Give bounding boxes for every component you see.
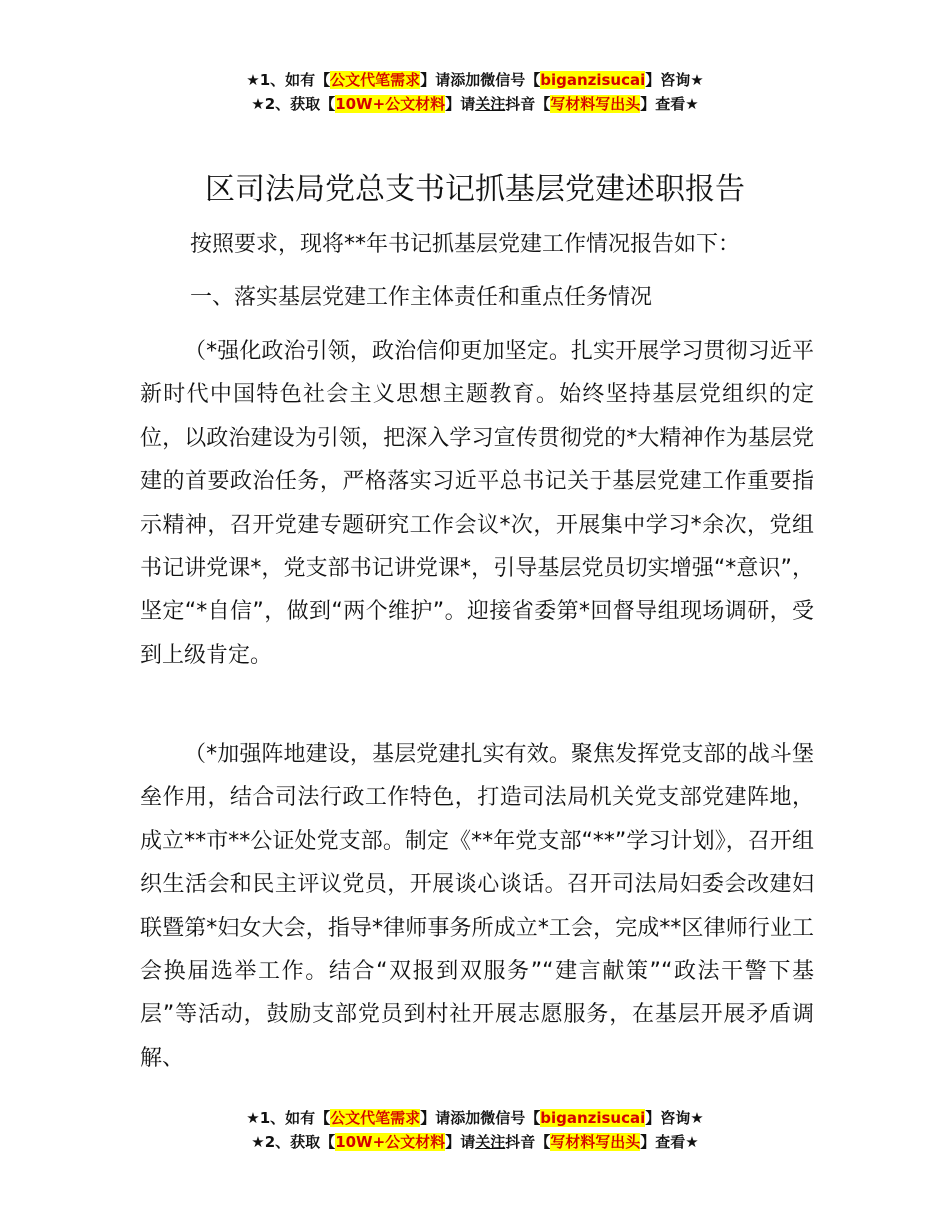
intro-paragraph: 按照要求，现将**年书记抓基层党建工作情况报告如下： <box>190 232 741 257</box>
banner-text: 】请 <box>445 1133 476 1151</box>
banner-text: ★1、如有【 <box>246 71 331 89</box>
banner-underline-text: 关注 <box>475 1133 506 1151</box>
banner-highlight: 10W+公文材料 <box>335 95 446 113</box>
banner-text: 抖音【 <box>505 95 551 113</box>
footer-banner <box>0 1106 950 1154</box>
banner-underline-text: 关注 <box>475 95 506 113</box>
paragraph-text: （*强化政治引领，政治信仰更加坚定。扎实开展学习贯彻习近平新时代中国特色社会主义思想主题教育。始终坚持基层党组织的定位，以政治建设为引领，把深入学习宣传贯彻党的*大精神作为基层党建的首要政治任务，严格落实习近平总书记关于基层党建工作重要指示精神，召开党建专题研究工作会议*次，开展集中学习*余次，党组书记讲党课*，党支部书记讲党课*，引导基层党员切实增强“*意识”，坚定“*自信”，做到“两个维护”。迎接省委第*回督导组现场调研，受到上级肯定。 <box>140 339 814 668</box>
banner-line-1 <box>0 68 950 92</box>
body-paragraph-1 <box>140 330 814 677</box>
document-title: 区司法局党总支书记抓基层党建述职报告 <box>205 172 745 207</box>
banner-text: 抖音【 <box>505 1133 551 1151</box>
banner-text: 】请添加微信号【 <box>420 71 541 89</box>
banner-text: ★1、如有【 <box>246 1109 331 1127</box>
banner-line-1 <box>0 1106 950 1130</box>
banner-text: 】咨询★ <box>645 71 704 89</box>
body-paragraph-2 <box>140 733 814 1080</box>
banner-highlight: biganzisucai <box>540 71 646 89</box>
banner-line-2 <box>0 1130 950 1154</box>
banner-text: 】查看★ <box>640 1133 699 1151</box>
banner-text: 】查看★ <box>640 95 699 113</box>
banner-line-2 <box>0 92 950 116</box>
banner-highlight: 公文代笔需求 <box>330 1109 421 1127</box>
banner-text: ★2、获取【 <box>251 1133 336 1151</box>
paragraph-text: （*加强阵地建设，基层党建扎实有效。聚焦发挥党支部的战斗堡垒作用，结合司法行政工作特色，打造司法局机关党支部党建阵地，成立**市**公证处党支部。制定《**年党支部“**”学习计划》，召开组织生活会和民主评议党员，开展谈心谈话。召开司法局妇委会改建妇联暨第*妇女大会，指导*律师事务所成立*工会，完成**区律师行业工会换届选举工作。结合“双报到双服务”“建言献策”“政法干警下基层”等活动，鼓励支部党员到村社开展志愿服务，在基层开展矛盾调解、 <box>140 742 815 1071</box>
banner-highlight: 写材料写出头 <box>550 95 641 113</box>
banner-text: 】请 <box>445 95 476 113</box>
banner-highlight: 10W+公文材料 <box>335 1133 446 1151</box>
banner-highlight: 写材料写出头 <box>550 1133 641 1151</box>
banner-text: 】咨询★ <box>645 1109 704 1127</box>
section-heading-1: 一、落实基层党建工作主体责任和重点任务情况 <box>190 285 653 310</box>
banner-highlight: 公文代笔需求 <box>330 71 421 89</box>
header-banner <box>0 68 950 116</box>
banner-text: ★2、获取【 <box>251 95 336 113</box>
banner-text: 】请添加微信号【 <box>420 1109 541 1127</box>
banner-highlight: biganzisucai <box>540 1109 646 1127</box>
